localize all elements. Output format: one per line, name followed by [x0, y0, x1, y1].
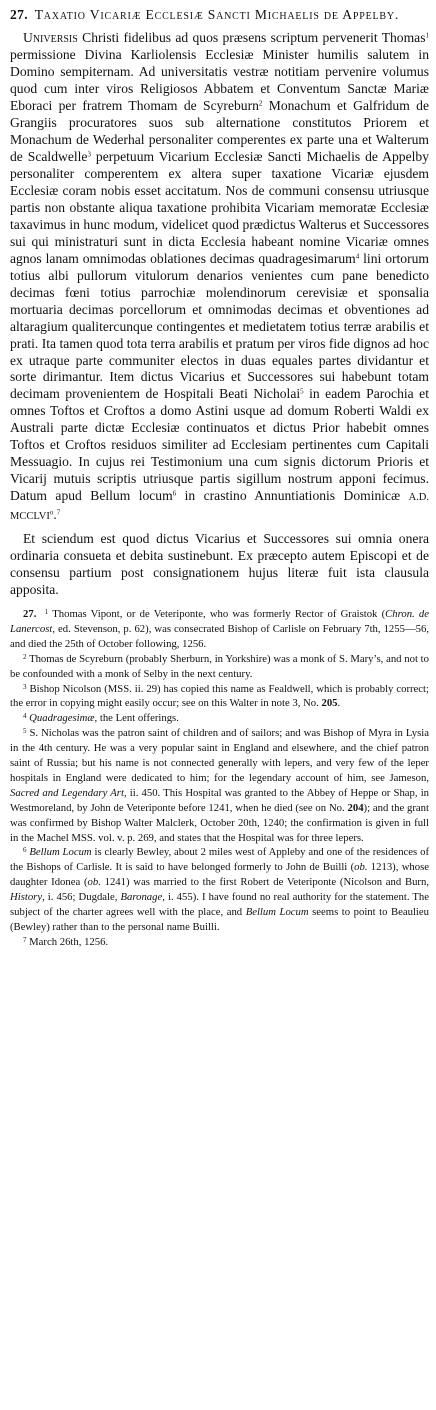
charter-text-part: lini ortorum totius albi pullorum vitulorum denarios venientes cum pane benedicto decimas fœni totius parrochiæ molendinorum cerevisiæ et sponsalia mortuaria decimas porcellorum et omnimodas decimas et obventiones ad altaragium qualitercunque contingentes et medietatem totius terræ arabilis et prati. Ita tamen quod tota terra arabilis et pratum per viros fide dignos ad hoc ex utraque parte communiter electos in duas equales partes dividantur et sorte dirimantur. Item dictus Vicarius et Successores sui habebunt totam decimam provenientem de Hospitali Beati Nicholai [10, 250, 429, 402]
footnote-text: . [337, 697, 341, 710]
charter-date: A.D. MCCLVI [10, 492, 429, 523]
footnote-italic: ob. [87, 876, 101, 889]
footnote-3 [10, 682, 429, 712]
charter-number: 27. [10, 7, 28, 22]
footnote-text: , i. 455). I have found no real authority for the statement. The subject of the charter agrees well with the place, and [10, 891, 429, 919]
footnote-ref: 3 [87, 150, 91, 159]
footnote-italic: Chron. de Lanercost [10, 607, 429, 635]
footnote-6 [10, 845, 429, 934]
footnote-text: Thomas Vipont, or de Veteriponte, who was formerly Rector of Graistok ( [48, 607, 386, 620]
footnote-marker: 4 [23, 712, 27, 721]
footnote-7 [10, 935, 429, 950]
charter-lead-word: Universis [23, 29, 78, 45]
footnote-marker: 6 [23, 846, 27, 855]
footnote-italic: Bellum Locum [245, 906, 309, 919]
footnote-text: Thomas de Scyreburn (probably Sherburn, in Yorkshire) was a monk of S. Mary’s, and not to be confounded with a monk of Selby in the next century. [10, 652, 429, 680]
footnote-marker: 1 [44, 607, 49, 616]
footnote-italic: History [10, 891, 43, 904]
footnote-italic: Quadragesimæ [29, 712, 95, 725]
footnote-text: , i. 456; Dugdale, [42, 891, 121, 904]
footnote-crossref: 205 [321, 697, 338, 710]
footnote-4 [10, 711, 429, 726]
charter-text [10, 30, 429, 527]
charter-text-part: Monachum et Galfridum de Grangiis procuratores suos sub alternatione constitutos Priorem et Monachum de Wederhal personaliter comperentes ex parte una et Walterum de Scaldwelle [10, 97, 429, 164]
footnote-text: March 26th, 1256. [26, 935, 109, 948]
footnote-italic: Baronage [120, 891, 163, 904]
footnote-text: Bishop Nicolson (MSS. ii. 29) has copied this name as Fealdwell, which is probably correct; the error in copying might easily occur; see on this Walter in note 3, No. [10, 682, 429, 710]
charter-text-part: in eadem Parochia et omnes Toftos et Croftos a domo Astini usque ad domum Roberti Waldi ex Australi parte dictæ Ecclesiæ continuatos et dictus Prior habebit omnes Toftos et Croftos residuos similiter ad Ecclesiam pertinentes cum Capitali Messuagio. In cujus rei Testimonium una cum signis dictorum Prioris et Vicarij mutuis scriptis utriusque partis sigillum nostrum apponi fecimus. Datum apud Bellum locum [10, 386, 429, 504]
footnote-text: is clearly Bewley, about 2 miles west of Appleby and one of the residences of the Bishops of Carlisle. It is said to have belonged formerly to John de Builli ( [10, 846, 429, 874]
footnote-marker: 2 [23, 652, 27, 661]
footnote-2 [10, 652, 429, 682]
footnotes [10, 607, 429, 950]
date-ordinal: o [49, 508, 54, 517]
footnote-ref: 1 [425, 31, 429, 40]
footnote-text: , ed. Stevenson, p. 62), was consecrated Bishop of Carlisle on February 7th, 1255—56, and died the 25th of October following, 1256. [10, 622, 429, 650]
footnote-italic: Sacred and Legendary Art [10, 786, 124, 799]
charter-text-part: perpetuum Vicarium Ecclesiæ Sancti Michaelis de Appelby personaliter comperentem ex altera super taxatione Vicariæ ejusdem Ecclesiæ coram nobis esset accitatum. Nos de communi consensu utriusque partis non obstante aliqua taxatione prohibita Vicariam memoratæ Ecclesiæ taxavimus in hunc modum, videlicet quod prædictus Walterus et Successores sui qui ministraturi sunt in dicta Ecclesia habeant nomine Vicariæ omnes agnos lanam omnimodas oblationes decimas quadragesimarum [10, 148, 429, 266]
charter-text-part: in crastino Annuntiationis Dominicæ [176, 488, 409, 504]
footnote-crossref: 204 [347, 801, 364, 814]
footnote-ref: 5 [300, 387, 304, 396]
footnote-text: , ii. 450. This Hospital was granted to the Abbey of Heppe or Shap, in Westmoreland, by John de Veteriponte before 1241, when he died (see on No. [10, 786, 430, 814]
footnote-ref: 7 [56, 508, 61, 517]
footnote-1 [10, 607, 429, 652]
footnote-text: , the Lent offerings. [94, 712, 179, 725]
charter-title: Taxatio Vicariæ Ecclesiæ Sancti Michaelis de Appelby. [34, 7, 400, 22]
charter-text-part: permissione Divina Karliolensis Ecclesiæ Minister humilis salutem in Domino sempiternam. Ad universitatis vestræ notitiam pervenire volumus quod cum inter viros Religiosos Abbatem et Conventum Sanctæ Mariæ Eboraci per fratrem Thomam de Scyreburn [10, 46, 429, 113]
footnote-marker: 3 [23, 682, 27, 691]
footnote-text: S. Nicholas was the patron saint of children and of sailors; and was Bishop of Myra in Lysia in the 4th century. He was a very popular saint in England and elsewhere, and the chief patron saint of Russia; but his name is not connected generally with lepers, and very few of the leper hospitals in England were dedicated to him; for the legendary account of him, see Jameson, [10, 727, 429, 784]
footnote-marker: 5 [23, 727, 27, 736]
appended-clause: Et sciendum est quod dictus Vicarius et Successores sui omnia onera ordinaria consueta et debita sustinebunt. Ex præcepto autem Episcopi et de consensu partium post consignationem hujus literæ fuit ista clausula apposita. [10, 531, 429, 598]
footnote-italic: Bellum Locum [29, 846, 92, 859]
charter-text-part: Christi fidelibus ad quos præsens scriptum pervenerit Thomas [77, 29, 426, 45]
footnote-marker: 7 [23, 935, 27, 944]
footnote-text: ); and the grant was confirmed by Bishop Walter Malclerk, October 20th, 1240; the confirmation is given in full in the Machel MSS. vol. v. p. 269, and states that the Hospital was for three lepers. [10, 801, 429, 844]
footnote-charter-number: 27. [23, 607, 37, 620]
footnote-5 [10, 726, 429, 845]
footnote-text: seems to point to Beaulieu (Bewley) rather than to the personal name Builli. [10, 906, 429, 933]
footnote-italic: ob. [354, 861, 368, 874]
footnote-ref: 6 [172, 489, 177, 498]
footnote-text: 1241) was married to the first Robert de Veteriponte (Nicolson and Burn, [100, 876, 429, 889]
footnote-ref: 2 [258, 99, 263, 108]
footnote-text: 1213), whose daughter Idonea ( [10, 861, 429, 889]
footnote-ref: 4 [355, 252, 360, 261]
charter-heading [10, 6, 429, 24]
charter-date-tail: . [53, 507, 57, 523]
